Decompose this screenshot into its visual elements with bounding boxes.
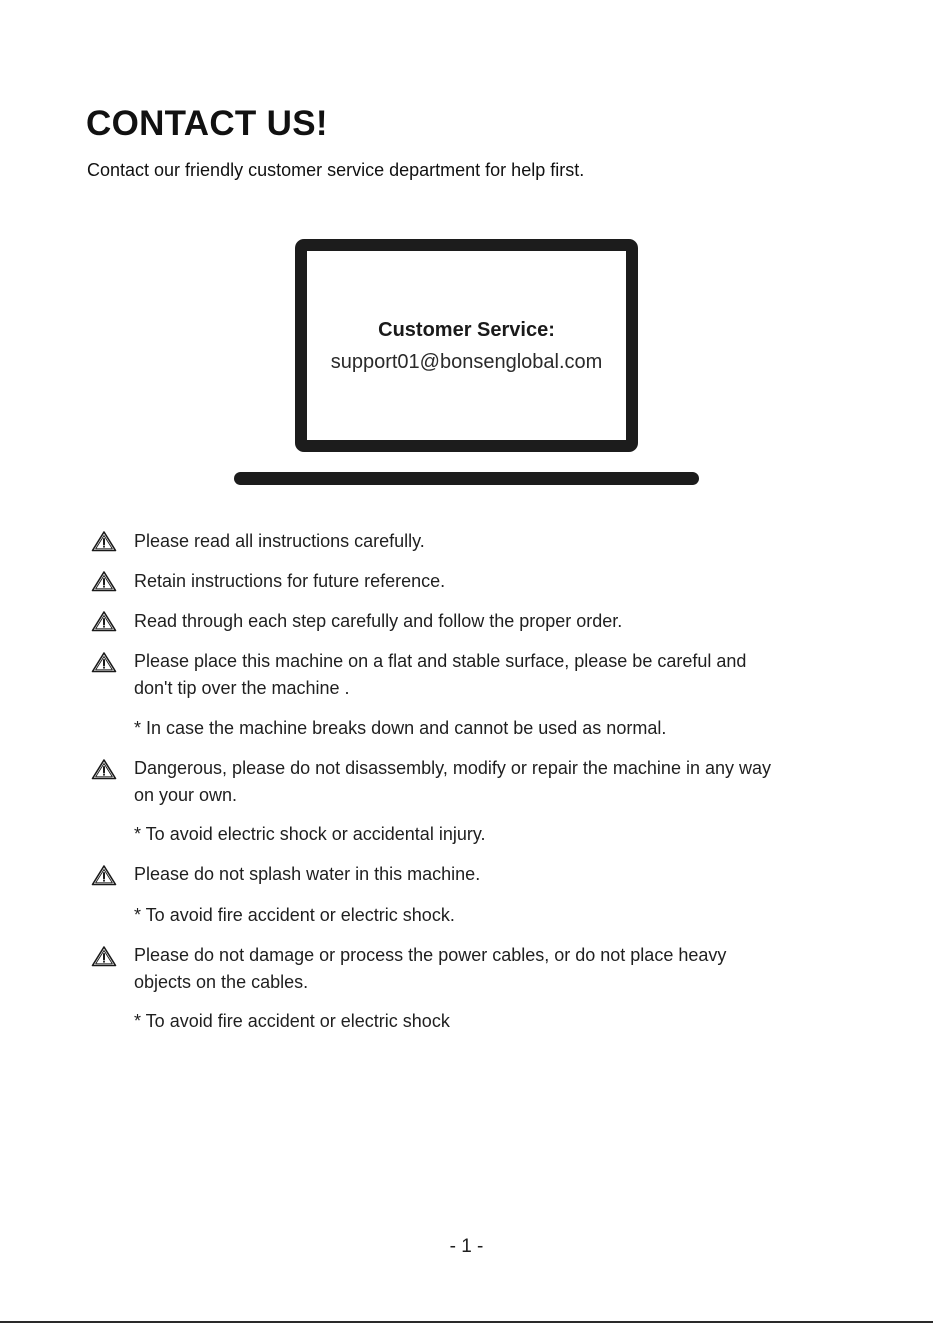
note-item: Retain instructions for future reference. bbox=[134, 571, 446, 591]
page-subtitle: Contact our friendly customer service department for help first. bbox=[87, 160, 585, 180]
note-item: Please do not splash water in this machine. bbox=[134, 864, 481, 884]
note-footnote: * To avoid fire accident or electric shock. bbox=[134, 905, 455, 925]
bottom-divider bbox=[0, 1321, 933, 1323]
customer-service-email: support01@bonsenglobal.com bbox=[330, 351, 603, 373]
warning-triangle-icon bbox=[91, 610, 117, 632]
warning-triangle-icon bbox=[91, 530, 117, 552]
note-continuation: on your own. bbox=[134, 785, 238, 805]
note-item: Please place this machine on a flat and stable surface, please be careful and bbox=[134, 651, 747, 671]
note-item: Please do not damage or process the power cables, or do not place heavy bbox=[134, 945, 727, 965]
warning-triangle-icon bbox=[91, 945, 117, 967]
page-title: CONTACT US! bbox=[86, 104, 328, 143]
note-continuation: don't tip over the machine . bbox=[134, 678, 350, 698]
customer-service-label: Customer Service: bbox=[378, 319, 555, 341]
note-item: Read through each step carefully and follow the proper order. bbox=[134, 611, 623, 631]
note-footnote: * To avoid electric shock or accidental injury. bbox=[134, 824, 486, 844]
note-item: Please read all instructions carefully. bbox=[134, 531, 425, 551]
note-footnote: * To avoid fire accident or electric shock bbox=[134, 1011, 450, 1031]
note-footnote: * In case the machine breaks down and cannot be used as normal. bbox=[134, 718, 667, 738]
note-continuation: objects on the cables. bbox=[134, 972, 309, 992]
warning-triangle-icon bbox=[91, 864, 117, 886]
warning-triangle-icon bbox=[91, 570, 117, 592]
note-item: Dangerous, please do not disassembly, modify or repair the machine in any way bbox=[134, 758, 771, 778]
warning-triangle-icon bbox=[91, 651, 117, 673]
warning-triangle-icon bbox=[91, 758, 117, 780]
page-number: - 1 - bbox=[449, 1236, 484, 1257]
